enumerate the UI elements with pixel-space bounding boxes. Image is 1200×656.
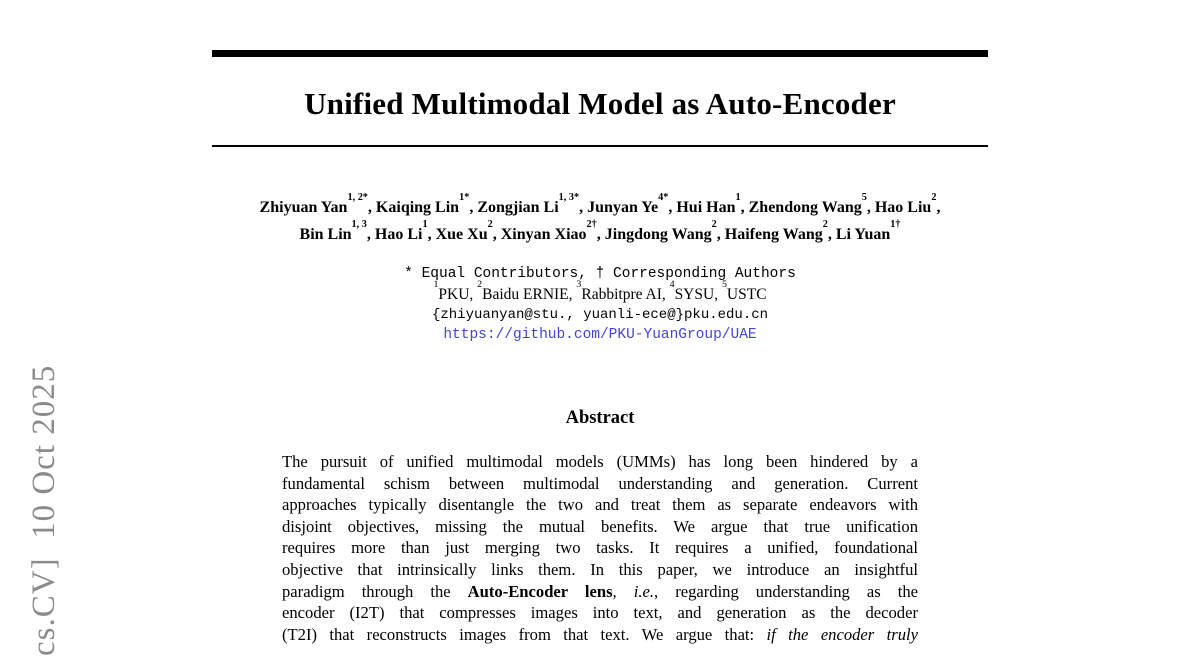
title-rule-top — [212, 50, 988, 57]
abstract-line: The pursuit of unified multimodal models (UMMs) has long been hindered by a — [282, 452, 918, 471]
abstract-text — [282, 451, 918, 645]
abstract-heading: Abstract — [565, 408, 635, 428]
abstract-line: (T2I) that reconstructs images from that text. We argue that: if the encoder truly — [282, 624, 918, 644]
author-line-1: Zhiyuan Yan$^{1, 2*}$, Kaiqing Lin$^{1*}$, Zongjian $Li^{1, 3*}$, Junyan $Ye^{4*}$, Hui Han$^1$, Zhendong Wang$^5$, Hao Liu$^2$, — [259, 192, 941, 216]
github-link[interactable]: https://github.com/PKU-YuanGroup/UAE — [443, 327, 757, 343]
abstract-line: disjoint objectives, missing the mutual benefits. We argue that true unification — [282, 516, 918, 536]
abstract-line: encoder (I2T) that compresses images into text, and generation as the decoder — [282, 603, 918, 623]
title-rule-bottom — [212, 145, 988, 147]
abstract-line: paradigm through the Auto-Encoder lens, i.e., regarding understanding as the — [282, 581, 918, 601]
abstract-line: approaches typically disentangle the two and treat them as separate endeavors with — [282, 495, 918, 515]
arxiv-sidebar-label: cs.CV] 10 Oct 2025 — [26, 364, 62, 656]
affiliations: $^1$PKU, $^2$Baidu ERNIE, $^3$Rabbitpre AI, $^4$SYSU, $^5$USTC — [433, 279, 767, 303]
paper-title: Unified Multimodal Model as Auto-Encoder — [304, 86, 896, 121]
project-url-row — [212, 327, 988, 343]
author-line-2: Bin Lin$^{1, 3}$, Hao Li$^1$, Xue Xu$^2$, Xinyan Xiao$^{2\dagger}$, Jingdong Wang$^2$, Haifeng Wang$^2$, Li Yuan$^{1\dagger}$ — [299, 219, 901, 243]
contact-email: {zhiyuanyan@stu., yuanli-ece@}pku.edu.cn — [431, 307, 769, 323]
abstract-line: requires more than just merging two tasks. It requires a unified, foundational — [282, 538, 918, 558]
abstract-line: objective that intrinsically links them. In this paper, we introduce an insightful — [282, 559, 918, 579]
abstract-line: fundamental schism between multimodal understanding and generation. Current — [282, 473, 918, 493]
contributors-note: * Equal Contributors, † Corresponding Authors — [404, 266, 796, 282]
author-list — [162, 194, 1038, 248]
